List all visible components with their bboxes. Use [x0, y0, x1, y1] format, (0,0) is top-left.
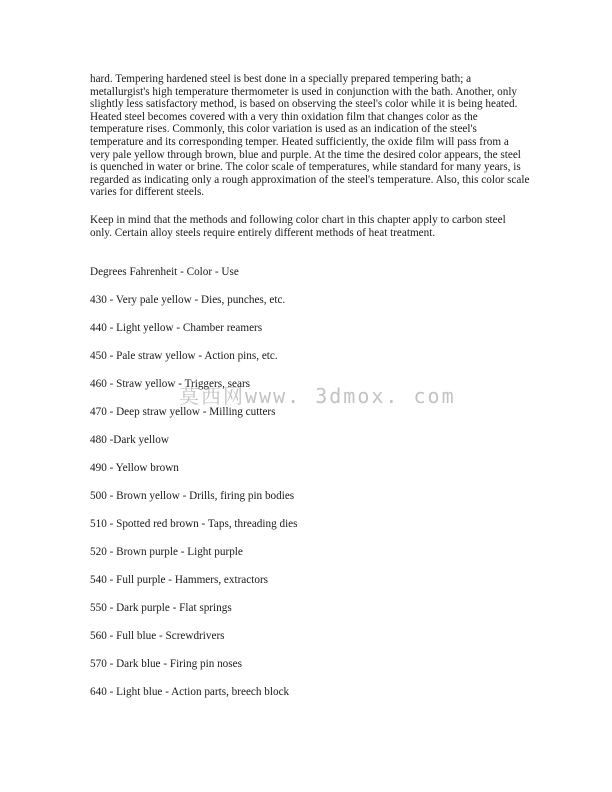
chart-header: Degrees Fahrenheit - Color - Use	[90, 266, 239, 278]
chart-row: 490 - Yellow brown	[90, 462, 179, 474]
chart-row: 510 - Spotted red brown - Taps, threading dies	[90, 518, 298, 530]
chart-row: 560 - Full blue - Screwdrivers	[90, 630, 225, 642]
chart-row: 550 - Dark purple - Flat springs	[90, 602, 232, 614]
chart-row: 460 - Straw yellow - Triggers, sears	[90, 378, 251, 390]
temper-color-chart	[90, 266, 530, 714]
chart-row: 540 - Full purple - Hammers, extractors	[90, 574, 269, 586]
chart-row: 570 - Dark blue - Firing pin noses	[90, 658, 242, 670]
chart-row: 440 - Light yellow - Chamber reamers	[90, 322, 263, 334]
site-watermark: 莫西网www. 3dmox. com	[179, 384, 456, 408]
chart-row: 500 - Brown yellow - Drills, firing pin bodies	[90, 490, 295, 502]
body-text	[90, 73, 530, 239]
chart-row: 520 - Brown purple - Light purple	[90, 546, 243, 558]
chart-row: 450 - Pale straw yellow - Action pins, etc.	[90, 350, 278, 362]
chart-row: 480 -Dark yellow	[90, 434, 169, 446]
chart-row: 430 - Very pale yellow - Dies, punches, etc.	[90, 294, 286, 306]
paragraph-tempering-methods: hard. Tempering hardened steel is best done in a specially prepared tempering bath; a metallurgist's high temperature thermometer is used in conjunction with the bath. Another, only slightly less satisfactory method, is based on observing the steel's color while it is being heated. Heated steel becomes covered with a very thin oxidation film that changes color as the temperature rises. Commonly, this color variation is used as an indication of the steel's temperature and its corresponding temper. Heated sufficiently, the oxide film will pass from a very pale yellow through brown, blue and purple. At the time the desired color appears, the steel is quenched in water or brine. The color scale of temperatures, while standard for many years, is regarded as indicating only a rough approximation of the steel's temperature. Also, this color scale varies for different steels.	[90, 73, 530, 199]
chart-row: 640 - Light blue - Action parts, breech block	[90, 686, 290, 698]
paragraph-carbon-steel-note: Keep in mind that the methods and following color chart in this chapter apply to carbon steel only. Certain alloy steels require entirely different methods of heat treatment.	[90, 213, 506, 239]
chart-row: 470 - Deep straw yellow - Milling cutters	[90, 406, 276, 418]
